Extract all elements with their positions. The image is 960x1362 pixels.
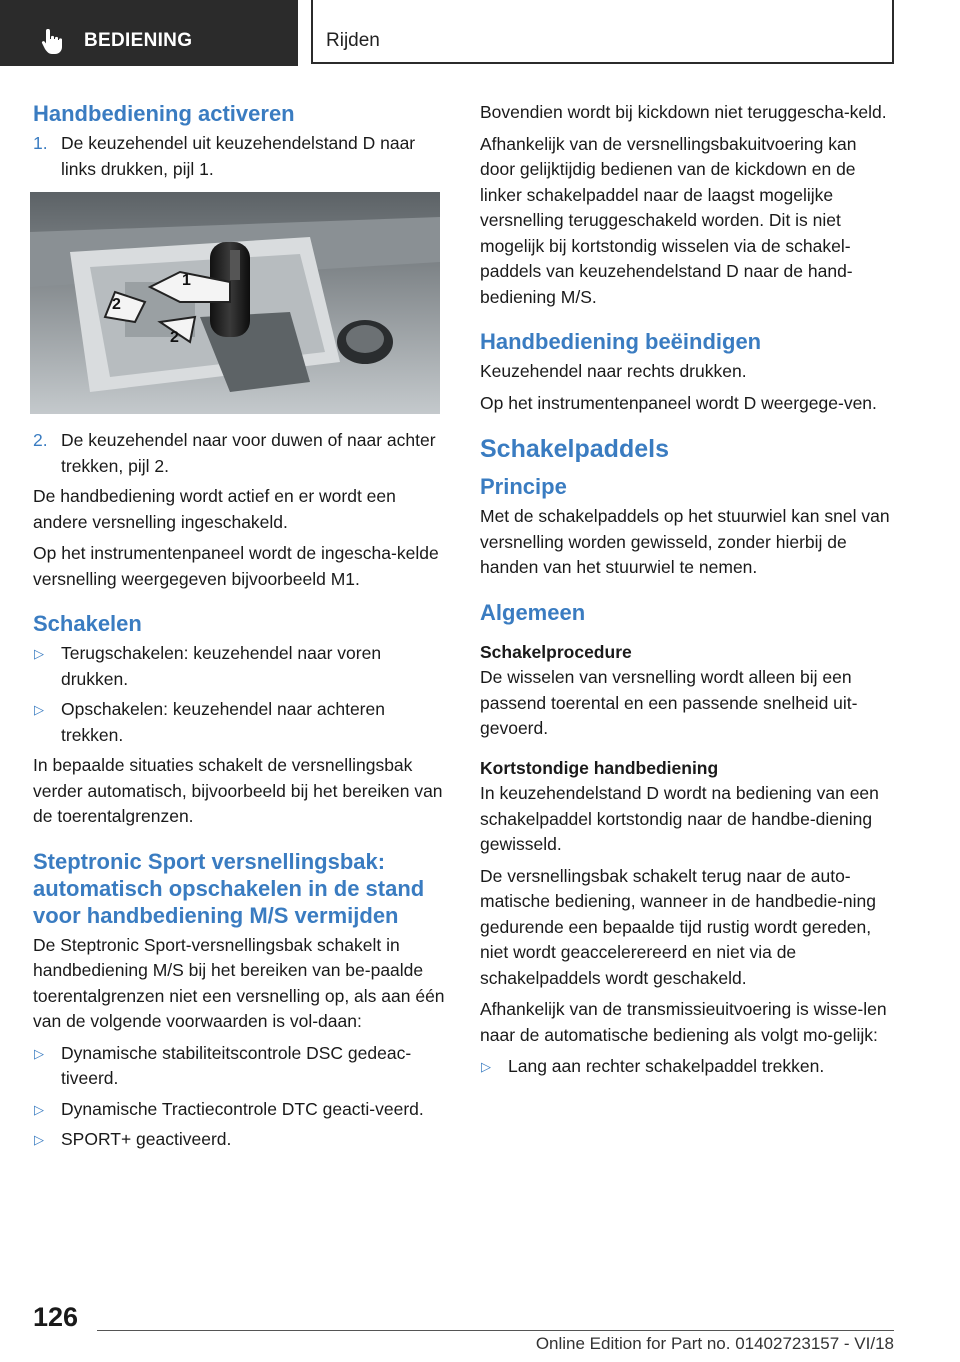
step-item <box>33 131 445 182</box>
list-item-text: Dynamische stabiliteitscontrole DSC gedeac-tiveerd. <box>61 1042 412 1088</box>
header-tab-bar <box>0 0 960 66</box>
triangle-bullet-icon: ▷ <box>481 1059 491 1074</box>
hand-pointer-icon <box>38 26 68 56</box>
paragraph: De Steptronic Sport-versnellingsbak schakelt in handbediening M/S bij het bereiken van be-paalde toerentalgrenzen niet een versnelling op, als aan één van de volgende voorwaarden is vol-daan: <box>33 934 445 1031</box>
paragraph: In keuzehendelstand D wordt na bediening van een schakelpaddel kortstondig naar de handbe-diening gewisseld. <box>480 783 879 854</box>
list-item <box>33 641 445 692</box>
edition-note: Online Edition for Part no. 01402723157 - VI/18 <box>535 1334 894 1353</box>
step-item <box>33 428 445 479</box>
triangle-bullet-icon: ▷ <box>34 1045 44 1061</box>
heading-algemeen: Algemeen <box>480 599 586 625</box>
paragraph: Afhankelijk van de versnellingsbakuitvoering kan door gelijktijdig bedienen van de kickdown en de linker schakelpaddel naar de laagst mogelijke versnelling teruggeschakeld worden. Dit is niet mogelijk bij kortstondig wisselen via de schakel-paddels van keuzehendelstand D naar de hand-bediening M/S. <box>480 133 857 307</box>
voorwaarden-list <box>33 1041 445 1153</box>
subheading-schakelprocedure: Schakelprocedure <box>480 641 632 662</box>
triangle-bullet-icon: ▷ <box>34 646 44 661</box>
gear-selector-photo <box>30 192 440 414</box>
steps-list-2 <box>33 428 445 479</box>
paragraph: De wisselen van versnelling wordt alleen bij een passend toerental en een passende snelheid uit-gevoerd. <box>480 667 858 738</box>
list-item-text: Opschakelen: keuzehendel naar achteren trekken. <box>61 699 385 745</box>
paragraph: Bovendien wordt bij kickdown niet teruggescha-keld. <box>480 102 887 122</box>
heading-schakelen: Schakelen <box>33 611 142 636</box>
paragraph: De handbediening wordt actief en er wordt een andere versnelling ingeschakeld. <box>33 486 396 532</box>
section-title: BEDIENING <box>84 30 193 51</box>
heading-principe: Principe <box>480 474 567 499</box>
left-column <box>33 100 445 1158</box>
paragraph: Op het instrumentenpaneel wordt de ingescha-kelde versnelling weergegeven bijvoorbeeld M1. <box>33 543 439 589</box>
list-item <box>33 1041 445 1092</box>
list-item-text: Terugschakelen: keuzehendel naar voren drukken. <box>61 643 382 689</box>
triangle-bullet-icon: ▷ <box>34 1101 44 1117</box>
list-item <box>480 1054 892 1080</box>
paragraph: Met de schakelpaddels op het stuurwiel kan snel van versnelling worden gewisseld, zonder hierbij de handen van het stuurwiel te nemen. <box>480 506 890 577</box>
paragraph: Op het instrumentenpaneel wordt D weergege-ven. <box>480 392 877 413</box>
footer-divider <box>97 1330 894 1331</box>
step-text: De keuzehendel uit keuzehendelstand D naar links drukken, pijl 1. <box>61 133 416 179</box>
page-number: 126 <box>33 1302 79 1332</box>
heading-handbediening-activeren: Handbediening activeren <box>33 101 295 126</box>
paragraph: Keuzehendel naar rechts drukken. <box>480 361 747 381</box>
right-column <box>480 100 892 1085</box>
transmissie-list <box>480 1054 892 1080</box>
arrow-label: 1 <box>182 272 191 289</box>
arrow-label: 2 <box>170 329 179 346</box>
list-item <box>33 1127 445 1153</box>
list-item <box>33 697 445 748</box>
heading-schakelpaddels: Schakelpaddels <box>480 435 669 463</box>
list-item-text: Dynamische Tractiecontrole DTC geacti-veerd. <box>61 1098 424 1119</box>
step-number: 2. <box>33 430 48 450</box>
steps-list-1 <box>33 131 445 182</box>
heading-steptronic: Steptronic Sport versnellingsbak: automatisch opschakelen in de stand voor handbediening M/S vermijden <box>33 848 425 928</box>
list-item-text: Lang aan rechter schakelpaddel trekken. <box>508 1056 825 1076</box>
triangle-bullet-icon: ▷ <box>34 1132 44 1147</box>
step-text: De keuzehendel naar voor duwen of naar achter trekken, pijl 2. <box>61 430 436 476</box>
list-item-text: SPORT+ geactiveerd. <box>61 1129 232 1149</box>
step-number: 1. <box>33 133 48 153</box>
subheading-kortstondige-handbediening: Kortstondige handbediening <box>480 757 719 778</box>
paragraph: De versnellingsbak schakelt terug naar de auto-matische bediening, wanneer in de handbedie-ning gedurende een bepaalde tijd rustig wordt gereden, niet wordt geaccelerereerd en niet via de schakelpaddels wordt geschakeld. <box>480 865 876 988</box>
page-footer <box>0 1290 960 1362</box>
section-tab <box>0 0 298 66</box>
list-item <box>33 1097 445 1123</box>
schakelen-list <box>33 641 445 748</box>
paragraph: In bepaalde situaties schakelt de versnellingsbak verder automatisch, bijvoorbeeld bij het bereiken van de toerentalgrenzen. <box>33 755 443 826</box>
triangle-bullet-icon: ▷ <box>34 702 44 717</box>
arrow-label: 2 <box>112 296 121 313</box>
chapter-tab <box>311 0 894 64</box>
chapter-title: Rijden <box>326 30 380 51</box>
paragraph: Afhankelijk van de transmissieuitvoering is wisse-len naar de automatische bediening als volgt mo-gelijk: <box>480 999 887 1045</box>
heading-handbediening-beeindigen: Handbediening beëindigen <box>480 329 762 354</box>
